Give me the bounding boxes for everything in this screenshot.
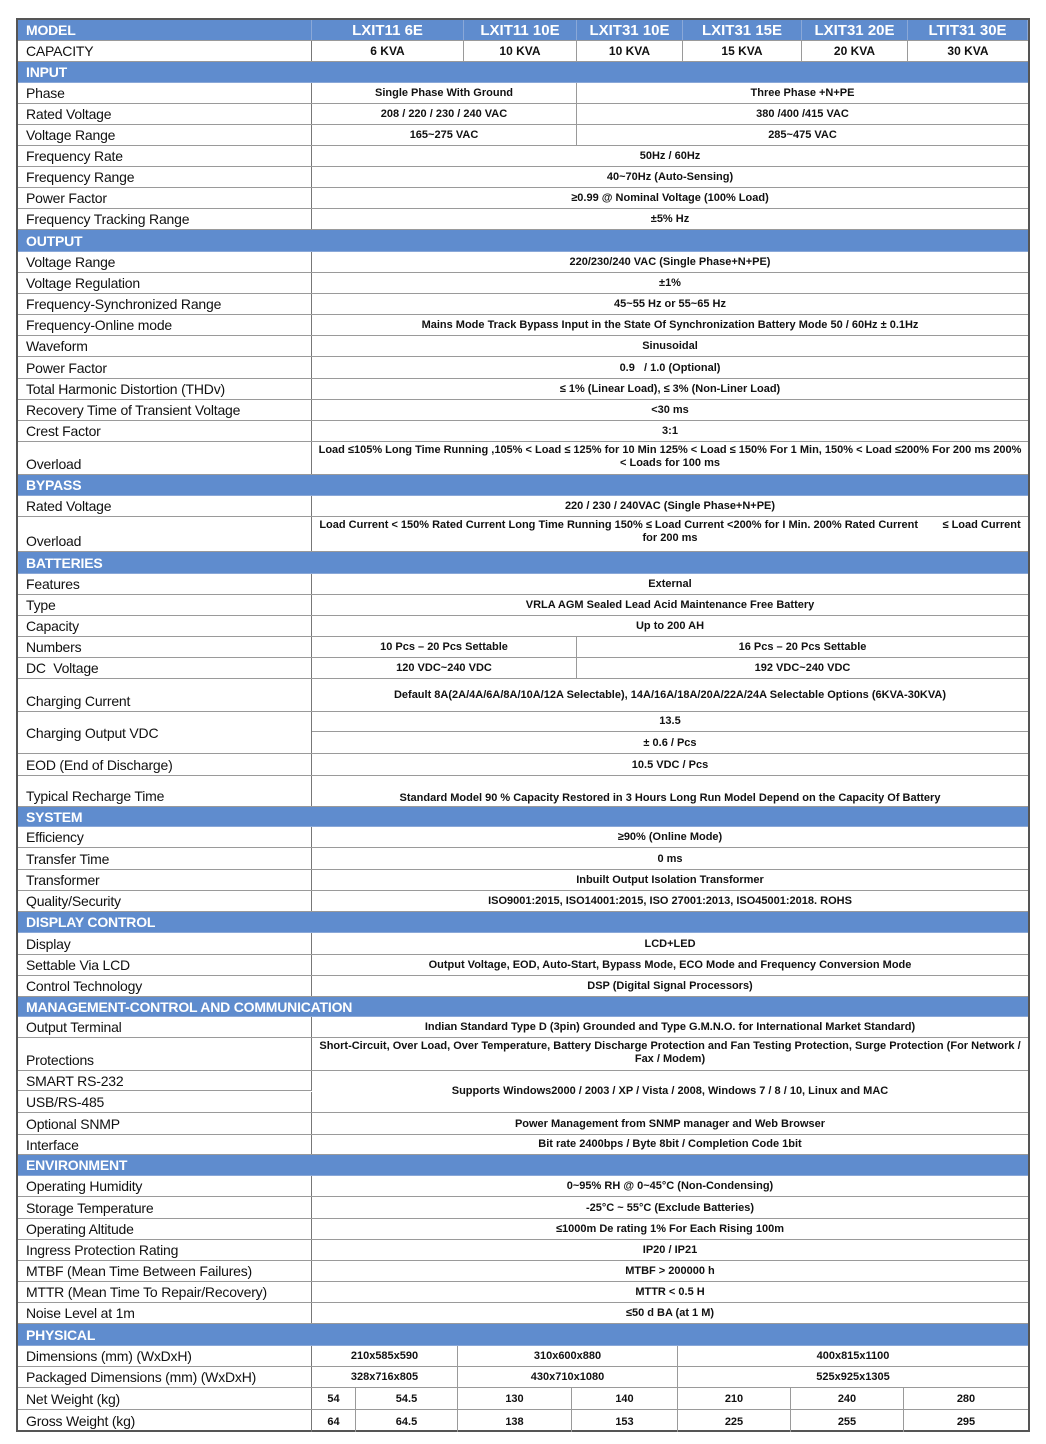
output-waveform-label: Waveform <box>18 336 312 356</box>
environment-humidity-label: Operating Humidity <box>18 1176 312 1196</box>
model-col-4: LXIT31 15E <box>683 20 802 40</box>
batteries-features-value: External <box>648 578 692 590</box>
display-display-row <box>18 933 1028 955</box>
bypass-rated-voltage-value: 220 / 230 / 240VAC (Single Phase+N+PE) <box>564 500 776 512</box>
batteries-charging-output-row <box>18 712 1028 754</box>
input-phase-single: Single Phase With Ground <box>312 83 577 103</box>
system-efficiency-value: ≥90% (Online Mode) <box>617 831 723 843</box>
capacity-col-2: 10 KVA <box>464 41 577 61</box>
physical-gross-weight-col-4: 153 <box>572 1410 678 1432</box>
environment-ip-label: Ingress Protection Rating <box>18 1240 312 1260</box>
output-power-factor-row <box>18 357 1028 379</box>
physical-packaged-col-2: 430x710x1080 <box>458 1367 678 1387</box>
management-protections-label: Protections <box>18 1038 312 1070</box>
output-crest-label: Crest Factor <box>18 421 312 441</box>
environment-ip-value: IP20 / IP21 <box>642 1244 698 1256</box>
input-frequency-range-row <box>18 167 1028 188</box>
batteries-eod-label: EOD (End of Discharge) <box>18 754 312 775</box>
model-col-1: LXIT11 6E <box>312 20 464 40</box>
batteries-dc-voltage-row <box>18 658 1028 679</box>
physical-packaged-col-3: 525x925x1305 <box>816 1371 890 1383</box>
batteries-capacity-row <box>18 616 1028 637</box>
batteries-charging-current-value: Default 8A(2A/4A/6A/8A/10A/12A Selectable), 14A/16A/18A/20A/22A/24A Selectable Options (6KVA-30KVA) <box>393 688 947 701</box>
bypass-rated-voltage-label: Rated Voltage <box>18 496 312 516</box>
batteries-numbers-row <box>18 637 1028 658</box>
input-frequency-tracking-row <box>18 209 1028 230</box>
capacity-row <box>18 41 1028 62</box>
batteries-type-row <box>18 595 1028 616</box>
output-freq-online-row <box>18 315 1028 336</box>
batteries-recharge-value: Standard Model 90 % Capacity Restored in 3 Hours Long Run Model Depend on the Capacity Of Battery <box>399 792 941 804</box>
input-rated-voltage-three: 380 /400 /415 VAC <box>756 108 849 120</box>
output-freq-online-label: Frequency-Online mode <box>18 315 312 335</box>
output-recovery-label: Recovery Time of Transient Voltage <box>18 400 312 420</box>
batteries-dc-voltage-three: 192 VDC~240 VDC <box>754 662 851 674</box>
physical-dimensions-row <box>18 1346 1028 1367</box>
batteries-capacity-value: Up to 200 AH <box>635 620 705 632</box>
output-voltage-regulation-value: ±1% <box>659 277 681 289</box>
batteries-charging-current-label: Charging Current <box>18 679 312 711</box>
batteries-recharge-label: Typical Recharge Time <box>18 776 312 806</box>
physical-packaged-row <box>18 1367 1028 1388</box>
batteries-dc-voltage-label: DC Voltage <box>18 658 312 678</box>
management-rs232-label: SMART RS-232 <box>18 1071 312 1091</box>
output-power-factor-label: Power Factor <box>18 357 312 378</box>
environment-ip-row <box>18 1240 1028 1261</box>
system-transformer-value: Inbuilt Output Isolation Transformer <box>576 874 764 886</box>
output-overload-row <box>18 442 1028 475</box>
system-transformer-label: Transformer <box>18 870 312 890</box>
display-display-value: LCD+LED <box>644 938 696 950</box>
batteries-features-label: Features <box>18 574 312 594</box>
capacity-col-4: 15 KVA <box>683 41 802 61</box>
input-voltage-range-three: 285~475 VAC <box>768 129 837 141</box>
physical-net-weight-col-4: 140 <box>572 1388 678 1409</box>
physical-net-weight-col-5: 210 <box>678 1388 791 1409</box>
input-frequency-tracking-label: Frequency Tracking Range <box>18 209 312 229</box>
model-col-5: LXIT31 20E <box>802 20 908 40</box>
display-settable-value: Output Voltage, EOD, Auto-Start, Bypass Mode, ECO Mode and Frequency Conversion Mode <box>428 959 912 971</box>
system-quality-value: ISO9001:2015, ISO14001:2015, ISO 27001:2013, ISO45001:2018. ROHS <box>488 895 852 907</box>
input-voltage-range-single: 165~275 VAC <box>312 125 577 145</box>
output-thd-value: ≤ 1% (Linear Load), ≤ 3% (Non-Liner Load) <box>559 383 781 395</box>
management-protections-value: Short-Circuit, Over Load, Over Temperature, Battery Discharge Protection and Fan Testing Protection, Surge Protection (For Network / Fax / Modem) <box>319 1040 1021 1065</box>
management-interface-value: Bit rate 2400bps / Byte 8bit / Completion Code 1bit <box>538 1138 802 1150</box>
output-freq-sync-label: Frequency-Synchronized Range <box>18 294 312 314</box>
physical-gross-weight-label: Gross Weight (kg) <box>18 1410 312 1432</box>
physical-net-weight-label: Net Weight (kg) <box>18 1388 312 1409</box>
physical-dimensions-col-3: 400x815x1100 <box>816 1350 890 1362</box>
environment-noise-value: ≤50 d BA (at 1 M) <box>625 1307 715 1319</box>
section-display-control: DISPLAY CONTROL <box>18 912 1028 933</box>
physical-gross-weight-col-6: 255 <box>791 1410 904 1432</box>
display-control-label: Control Technology <box>18 976 312 996</box>
section-management: MANAGEMENT-CONTROL AND COMMUNICATION <box>18 997 1028 1017</box>
display-settable-label: Settable Via LCD <box>18 955 312 975</box>
input-power-factor-row <box>18 188 1028 209</box>
section-system: SYSTEM <box>18 807 1028 827</box>
output-voltage-regulation-label: Voltage Regulation <box>18 273 312 293</box>
display-display-label: Display <box>18 933 312 954</box>
system-quality-row <box>18 891 1028 912</box>
physical-packaged-col-1: 328x716x805 <box>312 1367 458 1387</box>
physical-net-weight-col-3: 130 <box>458 1388 572 1409</box>
input-phase-three: Three Phase +N+PE <box>750 87 855 99</box>
input-rated-voltage-single: 208 / 220 / 230 / 240 VAC <box>312 104 577 124</box>
display-settable-row <box>18 955 1028 976</box>
output-thd-label: Total Harmonic Distortion (THDv) <box>18 379 312 399</box>
environment-altitude-row <box>18 1219 1028 1240</box>
model-col-3: LXIT31 10E <box>577 20 683 40</box>
physical-dimensions-label: Dimensions (mm) (WxDxH) <box>18 1346 312 1366</box>
capacity-col-3: 10 KVA <box>577 41 683 61</box>
management-comm-row <box>18 1071 1028 1113</box>
input-frequency-rate-value: 50Hz / 60Hz <box>639 150 701 162</box>
capacity-label: CAPACITY <box>18 41 312 61</box>
model-header-row <box>18 20 1028 41</box>
environment-noise-row <box>18 1303 1028 1324</box>
spec-table <box>16 18 1030 1432</box>
physical-gross-weight-col-7: 295 <box>956 1416 976 1428</box>
physical-gross-weight-col-5: 225 <box>678 1410 791 1432</box>
physical-dimensions-col-1: 210x585x590 <box>312 1346 458 1366</box>
batteries-charging-output-label: Charging Output VDC <box>18 712 312 753</box>
input-voltage-range-row <box>18 125 1028 146</box>
management-output-terminal-value: Indian Standard Type D (3pin) Grounded and Type G.M.N.O. for International Market Standard) <box>424 1021 916 1033</box>
system-transformer-row <box>18 870 1028 891</box>
display-control-value: DSP (Digital Signal Processors) <box>587 980 753 992</box>
model-label: MODEL <box>18 20 312 40</box>
environment-storage-value: -25°C ~ 55°C (Exclude Batteries) <box>585 1202 755 1214</box>
environment-noise-label: Noise Level at 1m <box>18 1303 312 1323</box>
batteries-eod-value: 10.5 VDC / Pcs <box>631 759 709 771</box>
input-rated-voltage-label: Rated Voltage <box>18 104 312 124</box>
output-waveform-row <box>18 336 1028 357</box>
physical-net-weight-col-1: 54 <box>312 1388 356 1409</box>
input-frequency-range-value: 40~70Hz (Auto-Sensing) <box>606 171 734 183</box>
physical-gross-weight-col-1: 64 <box>312 1410 356 1432</box>
output-recovery-row <box>18 400 1028 421</box>
capacity-col-6: 30 KVA <box>947 44 989 58</box>
physical-net-weight-col-6: 240 <box>791 1388 904 1409</box>
section-physical: PHYSICAL <box>18 1324 1028 1346</box>
output-overload-value: Load ≤105% Long Time Running ,105% < Load ≤ 125% for 10 Min 125% < Load ≤ 150% For 1 Min, 150% < Load ≤200% For 200 ms 200% < Loads for 100 ms <box>318 444 1022 469</box>
output-freq-online-value: Mains Mode Track Bypass Input in the State Of Synchronization Battery Mode 50 / 60Hz ± 0.1Hz <box>421 319 919 331</box>
section-input: INPUT <box>18 62 1028 83</box>
environment-mtbf-row <box>18 1261 1028 1282</box>
bypass-overload-value: Load Current < 150% Rated Current Long Time Running 150% ≤ Load Current <200% for I Min. 200% Rated Current ≤ Load Current for 200 ms <box>319 519 1024 544</box>
physical-net-weight-col-7: 280 <box>956 1393 976 1405</box>
capacity-col-1: 6 KVA <box>312 41 464 61</box>
output-crest-value: 3:1 <box>662 425 678 437</box>
bypass-overload-label: Overload <box>18 517 312 551</box>
output-voltage-regulation-row <box>18 273 1028 294</box>
environment-mttr-label: MTTR (Mean Time To Repair/Recovery) <box>18 1282 312 1302</box>
management-protections-row <box>18 1038 1028 1071</box>
section-output: OUTPUT <box>18 230 1028 252</box>
batteries-dc-voltage-single: 120 VDC~240 VDC <box>312 658 577 678</box>
environment-altitude-label: Operating Altitude <box>18 1219 312 1239</box>
output-voltage-range-label: Voltage Range <box>18 252 312 272</box>
system-quality-label: Quality/Security <box>18 891 312 911</box>
output-overload-label: Overload <box>18 442 312 474</box>
model-col-2: LXIT11 10E <box>464 20 577 40</box>
environment-mtbf-label: MTBF (Mean Time Between Failures) <box>18 1261 312 1281</box>
output-voltage-range-value: 220/230/240 VAC (Single Phase+N+PE) <box>569 256 771 268</box>
management-interface-row <box>18 1135 1028 1155</box>
physical-gross-weight-col-2: 64.5 <box>356 1410 458 1432</box>
batteries-capacity-label: Capacity <box>18 616 312 636</box>
batteries-charging-output-value-1: 13.5 <box>312 712 1028 732</box>
batteries-charging-output-value-2: ± 0.6 / Pcs <box>643 737 697 749</box>
management-supports-value: Supports Windows2000 / 2003 / XP / Vista / 2008, Windows 7 / 8 / 10, Linux and MAC <box>451 1085 889 1097</box>
display-control-row <box>18 976 1028 997</box>
output-power-factor-value: 0.9 / 1.0 (Optional) <box>619 362 721 374</box>
output-crest-row <box>18 421 1028 442</box>
batteries-numbers-label: Numbers <box>18 637 312 657</box>
batteries-charging-current-row <box>18 679 1028 712</box>
section-batteries: BATTERIES <box>18 552 1028 574</box>
batteries-numbers-single: 10 Pcs – 20 Pcs Settable <box>312 637 577 657</box>
environment-storage-label: Storage Temperature <box>18 1197 312 1218</box>
output-recovery-value: <30 ms <box>651 404 689 416</box>
input-phase-label: Phase <box>18 83 312 103</box>
system-transfer-label: Transfer Time <box>18 848 312 869</box>
system-efficiency-label: Efficiency <box>18 827 312 847</box>
environment-humidity-row <box>18 1176 1028 1197</box>
batteries-numbers-three: 16 Pcs – 20 Pcs Settable <box>738 641 867 653</box>
input-frequency-range-label: Frequency Range <box>18 167 312 187</box>
environment-mttr-row <box>18 1282 1028 1303</box>
input-frequency-rate-label: Frequency Rate <box>18 146 312 166</box>
management-snmp-label: Optional SNMP <box>18 1113 312 1134</box>
physical-dimensions-col-2: 310x600x880 <box>458 1346 678 1366</box>
environment-mttr-value: MTTR < 0.5 H <box>635 1286 705 1298</box>
input-frequency-rate-row <box>18 146 1028 167</box>
batteries-eod-row <box>18 754 1028 776</box>
management-interface-label: Interface <box>18 1135 312 1154</box>
batteries-type-label: Type <box>18 595 312 615</box>
environment-storage-row <box>18 1197 1028 1219</box>
management-snmp-value: Power Management from SNMP manager and Web Browser <box>514 1118 826 1130</box>
section-bypass: BYPASS <box>18 475 1028 496</box>
input-voltage-range-label: Voltage Range <box>18 125 312 145</box>
input-frequency-tracking-value: ±5% Hz <box>650 213 690 225</box>
management-output-terminal-label: Output Terminal <box>18 1017 312 1037</box>
physical-net-weight-col-2: 54.5 <box>356 1388 458 1409</box>
environment-mtbf-value: MTBF > 200000 h <box>625 1265 715 1277</box>
output-freq-sync-row <box>18 294 1028 315</box>
bypass-overload-row <box>18 517 1028 552</box>
capacity-col-5: 20 KVA <box>802 41 908 61</box>
batteries-type-value: VRLA AGM Sealed Lead Acid Maintenance Free Battery <box>525 599 815 611</box>
physical-gross-weight-row <box>18 1410 1028 1432</box>
output-freq-sync-value: 45~55 Hz or 55~65 Hz <box>614 298 726 310</box>
physical-gross-weight-col-3: 138 <box>458 1410 572 1432</box>
input-power-factor-label: Power Factor <box>18 188 312 208</box>
section-environment: ENVIRONMENT <box>18 1155 1028 1176</box>
batteries-features-row <box>18 574 1028 595</box>
management-output-terminal-row <box>18 1017 1028 1038</box>
system-transfer-row <box>18 848 1028 870</box>
input-phase-row <box>18 83 1028 104</box>
system-efficiency-row <box>18 827 1028 848</box>
output-waveform-value: Sinusoidal <box>642 340 698 352</box>
input-rated-voltage-row <box>18 104 1028 125</box>
system-transfer-value: 0 ms <box>657 853 683 865</box>
output-voltage-range-row <box>18 252 1028 273</box>
environment-humidity-value: 0~95% RH @ 0~45°C (Non-Condensing) <box>566 1180 774 1192</box>
output-thd-row <box>18 379 1028 400</box>
physical-net-weight-row <box>18 1388 1028 1410</box>
management-snmp-row <box>18 1113 1028 1135</box>
physical-packaged-label: Packaged Dimensions (mm) (WxDxH) <box>18 1367 312 1387</box>
input-power-factor-value: ≥0.99 @ Nominal Voltage (100% Load) <box>571 192 769 204</box>
environment-altitude-value: ≤1000m De rating 1% For Each Rising 100m <box>556 1223 784 1235</box>
bypass-rated-voltage-row <box>18 496 1028 517</box>
management-usb-label: USB/RS-485 <box>18 1092 312 1112</box>
batteries-recharge-row <box>18 776 1028 807</box>
model-col-6: LTIT31 30E <box>908 20 1028 40</box>
